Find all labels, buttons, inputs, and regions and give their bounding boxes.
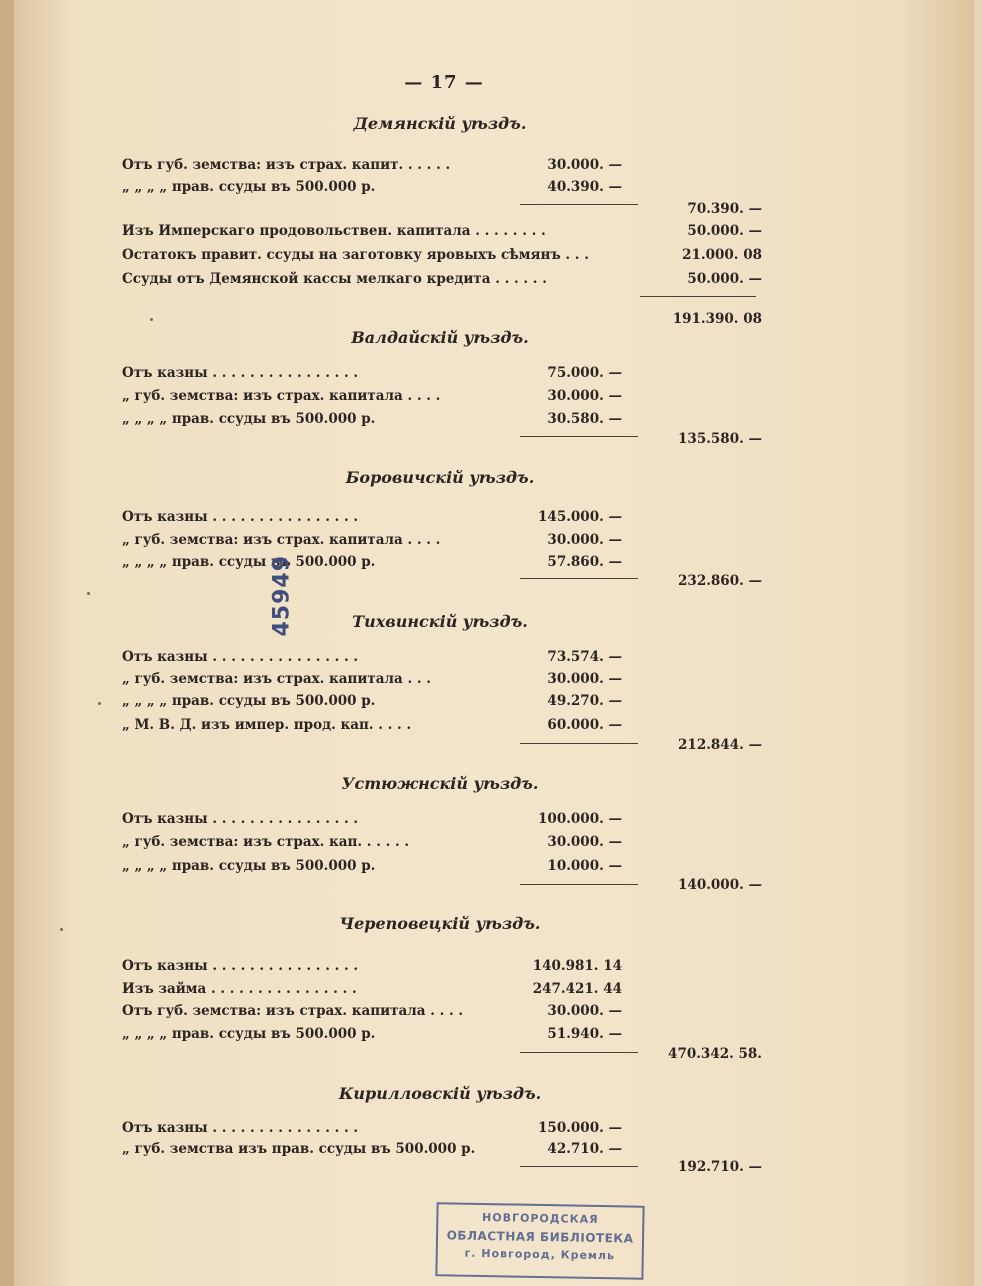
table-row (122, 978, 762, 1000)
row-label: „ губ. земства: изъ страх. капитала . . . . (122, 532, 441, 548)
row-amount: 30.000. — (547, 532, 622, 548)
table-row (122, 198, 762, 220)
row-label: Остатокъ правит. ссуды на заготовку яровыхъ сѣмянъ . . . (122, 247, 589, 263)
row-label: „ губ. земства: изъ страх. кап. . . . . . (122, 834, 410, 850)
page-number: — 17 — (404, 72, 484, 93)
row-total: 50.000. — (687, 271, 762, 287)
row-amount: 51.940. — (547, 1026, 622, 1042)
row-amount: 42.710. — (547, 1141, 622, 1157)
table-row (122, 529, 762, 551)
row-amount: 49.270. — (547, 693, 622, 709)
table-row (122, 1000, 762, 1022)
row-label: „ „ „ „ прав. ссуды въ 500.000 р. (122, 179, 376, 195)
row-amount: 73.574. — (547, 649, 622, 665)
row-label: Отъ казны . . . . . . . . . . . . . . . . (122, 649, 359, 665)
row-label: „ губ. земства: изъ страх. капитала . . . . (122, 388, 441, 404)
row-label: Отъ казны . . . . . . . . . . . . . . . . (122, 958, 359, 974)
row-label: Отъ губ. земства: изъ страх. капит. . . . . . (122, 157, 451, 173)
table-row (122, 1023, 762, 1045)
row-label: Изъ Имперскаго продовольствен. капитала . . . . . . . . (122, 223, 546, 239)
row-total: 135.580. — (678, 431, 762, 447)
row-total: 21.000. 08 (682, 247, 762, 263)
row-amount: 30.000. — (547, 388, 622, 404)
row-amount: 30.000. — (547, 671, 622, 687)
row-amount: 30.580. — (547, 411, 622, 427)
row-total: 191.390. 08 (672, 311, 762, 327)
table-row (122, 176, 762, 198)
table-row (122, 408, 762, 430)
table-row (122, 646, 762, 668)
row-label: „ „ „ „ прав. ссуды въ 500.000 р. (122, 411, 376, 427)
section-heading: Валдайскій уѣздъ. (351, 328, 529, 347)
table-row (122, 808, 762, 830)
library-stamp (435, 1202, 644, 1280)
table-row (122, 1156, 762, 1178)
row-label: Отъ казны . . . . . . . . . . . . . . . . (122, 365, 359, 381)
row-amount: 57.860. — (547, 554, 622, 570)
row-total: 212.844. — (678, 737, 762, 753)
sum-rule (640, 296, 756, 297)
row-label: „ губ. земства изъ прав. ссуды въ 500.000 р. (122, 1141, 476, 1157)
row-label: „ „ „ „ прав. ссуды въ 500.000 р. (122, 554, 376, 570)
row-total: 232.860. — (678, 573, 762, 589)
table-row (122, 385, 762, 407)
row-amount: 75.000. — (547, 365, 622, 381)
section-heading: Кирилловскій уѣздъ. (338, 1084, 542, 1103)
section-heading: Череповецкій уѣздъ. (339, 914, 541, 933)
row-label: Отъ казны . . . . . . . . . . . . . . . . (122, 1120, 359, 1136)
row-label: „ М. В. Д. изъ импер. прод. кап. . . . . (122, 717, 412, 733)
section-heading: Тихвинскій уѣздъ. (352, 612, 528, 631)
section-heading: Боровичскій уѣздъ. (345, 468, 535, 487)
row-label: Ссуды отъ Демянской кассы мелкаго кредита . . . . . . (122, 271, 547, 287)
row-label: „ губ. земства: изъ страх. капитала . . . (122, 671, 431, 687)
table-row (122, 220, 762, 242)
inventory-number: 45949 (269, 554, 295, 637)
row-total: 50.000. — (687, 223, 762, 239)
table-row (122, 668, 762, 690)
table-row (122, 714, 762, 736)
table-row (122, 1117, 762, 1139)
table-row (122, 570, 762, 592)
table-row (122, 874, 762, 896)
row-amount: 100.000. — (538, 811, 622, 827)
row-amount: 145.000. — (538, 509, 622, 525)
row-label: Изъ займа . . . . . . . . . . . . . . . . (122, 981, 357, 997)
section-heading: Устюжнскій уѣздъ. (341, 774, 539, 793)
row-amount: 30.000. — (547, 1003, 622, 1019)
table-row (122, 308, 762, 330)
row-label: Отъ губ. земства: изъ страх. капитала . . . . (122, 1003, 464, 1019)
stamp-line-2: ОБЛАСТНАЯ БИБЛІОТЕКА (446, 1228, 634, 1246)
stamp-line-3: г. Новгород, Кремль (464, 1246, 616, 1263)
row-label: „ „ „ „ прав. ссуды въ 500.000 р. (122, 1026, 376, 1042)
row-label: Отъ казны . . . . . . . . . . . . . . . . (122, 509, 359, 525)
table-row (122, 154, 762, 176)
row-amount: 40.390. — (547, 179, 622, 195)
table-row (122, 734, 762, 756)
row-amount: 60.000. — (547, 717, 622, 733)
section-heading: Демянскій уѣздъ. (353, 114, 527, 133)
row-label: „ „ „ „ прав. ссуды въ 500.000 р. (122, 693, 376, 709)
row-amount: 10.000. — (547, 858, 622, 874)
table-row (122, 690, 762, 712)
row-total: 140.000. — (678, 877, 762, 893)
row-amount: 150.000. — (538, 1120, 622, 1136)
table-row (122, 506, 762, 528)
row-label: „ „ „ „ прав. ссуды въ 500.000 р. (122, 858, 376, 874)
stamp-line-1: НОВГОРОДСКАЯ (482, 1210, 599, 1227)
row-total: 470.342. 58. (668, 1046, 762, 1062)
row-amount: 30.000. — (547, 834, 622, 850)
row-amount: 140.981. 14 (532, 958, 622, 974)
table-row (122, 244, 762, 266)
row-total: 70.390. — (687, 201, 762, 217)
row-total: 192.710. — (678, 1159, 762, 1175)
row-label: Отъ казны . . . . . . . . . . . . . . . . (122, 811, 359, 827)
table-row (122, 268, 762, 290)
table-row (122, 1043, 762, 1065)
table-row (122, 831, 762, 853)
table-row (122, 428, 762, 450)
table-row (122, 362, 762, 384)
table-row (122, 955, 762, 977)
row-amount: 30.000. — (547, 157, 622, 173)
row-amount: 247.421. 44 (532, 981, 622, 997)
